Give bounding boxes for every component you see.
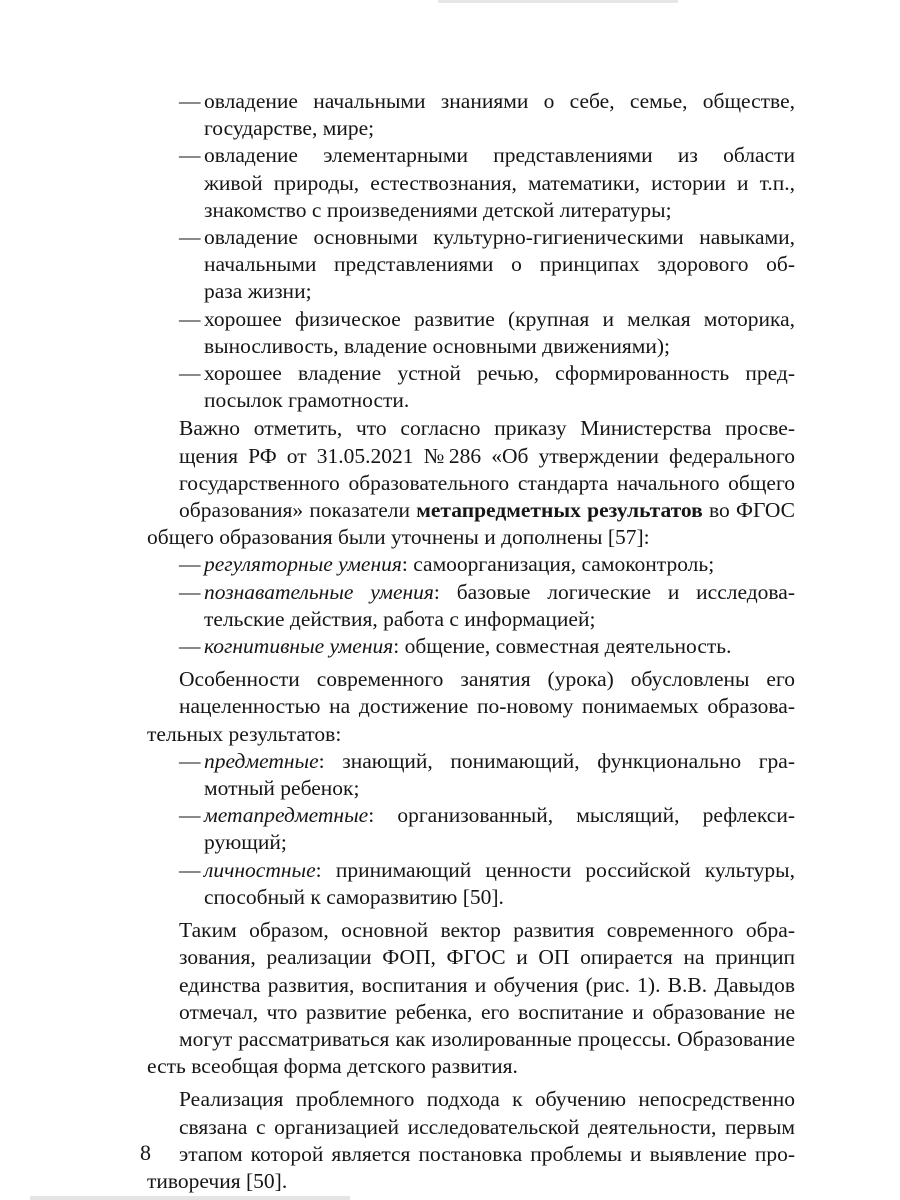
text-line: Важно отметить, что согласно приказу Министерства просве- — [179, 416, 795, 441]
text-line: знакомство с произведениями детской литературы; — [204, 197, 672, 222]
list-item — [147, 360, 795, 414]
paragraph — [147, 917, 795, 1080]
text-line: государстве, мире; — [204, 116, 375, 141]
text-line: нацеленностью на достижение по-новому понимаемых образова- — [179, 694, 795, 719]
italic-term: метапредметные — [204, 803, 369, 828]
list-item — [147, 306, 795, 360]
text-line: Таким образом, основной вектор развития современного обра- — [179, 918, 795, 943]
page-body — [147, 88, 795, 1195]
text-line: тельские действия, работа с информацией; — [204, 606, 596, 631]
paragraph — [147, 666, 795, 748]
text-line: посылок грамотности. — [204, 388, 410, 413]
dash: — — [179, 803, 201, 828]
text-line: отмечал, что развитие ребенка, его воспитание и образование не — [179, 999, 795, 1024]
paragraph — [147, 415, 795, 551]
dash: — — [179, 361, 201, 386]
text-fragment: : самоорганизация, самоконтроль; — [401, 552, 715, 577]
text-line: хорошее физическое развитие (крупная и мелкая моторика, — [204, 306, 795, 331]
list-item — [147, 802, 795, 856]
list-item — [147, 633, 795, 660]
text-fragment: во ФГОС — [702, 498, 796, 523]
dash: — — [179, 748, 201, 773]
list-item — [147, 857, 795, 911]
scan-edge-top — [438, 0, 678, 3]
text-line: овладение основными культурно-гигиеническими навыками, — [204, 225, 795, 250]
italic-term: регуляторные умения — [204, 552, 402, 577]
text-line — [204, 857, 795, 884]
dash: — — [179, 306, 201, 331]
bold-term: метапредметных результатов — [416, 498, 703, 523]
dash: — — [179, 143, 201, 168]
text-line: зования, реализации ФОП, ФГОС и ОП опирается на принцип — [179, 945, 795, 970]
text-line — [204, 579, 795, 606]
page-number: 8 — [140, 1140, 151, 1165]
dash: — — [179, 89, 201, 113]
text-line: этапом которой является постановка проблемы и выявление про- — [179, 1141, 795, 1166]
text-line: связана с организацией исследовательской деятельности, первым — [179, 1114, 795, 1139]
text-line: государственного образовательного стандарта начального общего — [179, 470, 795, 495]
dash: — — [179, 579, 201, 604]
text-fragment: : знающий, понимающий, функционально гра- — [318, 748, 795, 773]
dash: — — [179, 857, 201, 882]
text-line: хорошее владение устной речью, сформированность пред- — [204, 361, 795, 386]
text-line: Реализация проблемного подхода к обучению непосредственно — [179, 1087, 795, 1112]
list-item — [147, 142, 795, 224]
text-line: тиворечия [50]. — [147, 1168, 288, 1193]
text-fragment: : принимающий ценности российской культуры, — [315, 857, 795, 882]
text-fragment: образования» показатели — [179, 498, 417, 523]
italic-term: личностные — [204, 857, 316, 882]
text-line: способный к саморазвитию [50]. — [204, 884, 504, 909]
text-line: единства развития, воспитания и обучения (рис. 1). В.В. Давыдов — [179, 972, 795, 997]
dash: — — [179, 552, 201, 577]
text-line: Особенности современного занятия (урока) обусловлены его — [179, 667, 795, 692]
text-line: раза жизни; — [204, 279, 312, 304]
list-item — [147, 551, 795, 578]
text-line — [204, 802, 795, 829]
italic-term: познавательные умения — [204, 579, 434, 604]
text-line — [204, 748, 795, 775]
dash: — — [179, 225, 201, 250]
text-line: могут рассматриваться как изолированные процессы. Образование — [179, 1026, 795, 1051]
text-line: живой природы, естествознания, математики, истории и т.п., — [204, 170, 795, 195]
text-line: тельных результатов: — [147, 721, 342, 746]
text-line: начальными представлениями о принципах здорового об- — [204, 252, 795, 277]
text-fragment: : организованный, мыслящий, рефлекси- — [368, 803, 795, 828]
dash: — — [179, 634, 201, 659]
list-item — [147, 748, 795, 802]
list-item — [147, 579, 795, 633]
text-line: мотный ребенок; — [204, 776, 360, 801]
paragraph — [147, 1086, 795, 1195]
text-line: рующий; — [204, 830, 287, 855]
text-line: выносливость, владение основными движениями); — [204, 333, 671, 358]
list-item — [147, 224, 795, 306]
text-line: овладение начальными знаниями о себе, семье, обществе, — [204, 89, 795, 113]
text-line: щения РФ от 31.05.2021 №286 «Об утверждении федерального — [179, 443, 795, 468]
text-line — [147, 497, 795, 524]
italic-term: когнитивные умения — [204, 634, 394, 659]
list-item — [147, 88, 795, 142]
text-fragment: : общение, совместная деятельность. — [393, 634, 732, 659]
scan-edge-bottom — [30, 1196, 350, 1200]
italic-term: предметные — [204, 748, 319, 773]
text-fragment: : базовые логические и исследова- — [433, 579, 795, 604]
text-line: есть всеобщая форма детского развития. — [147, 1054, 518, 1079]
text-line: общего образования были уточнены и дополнены [57]: — [147, 525, 650, 550]
text-line: овладение элементарными представлениями из области — [204, 143, 795, 168]
